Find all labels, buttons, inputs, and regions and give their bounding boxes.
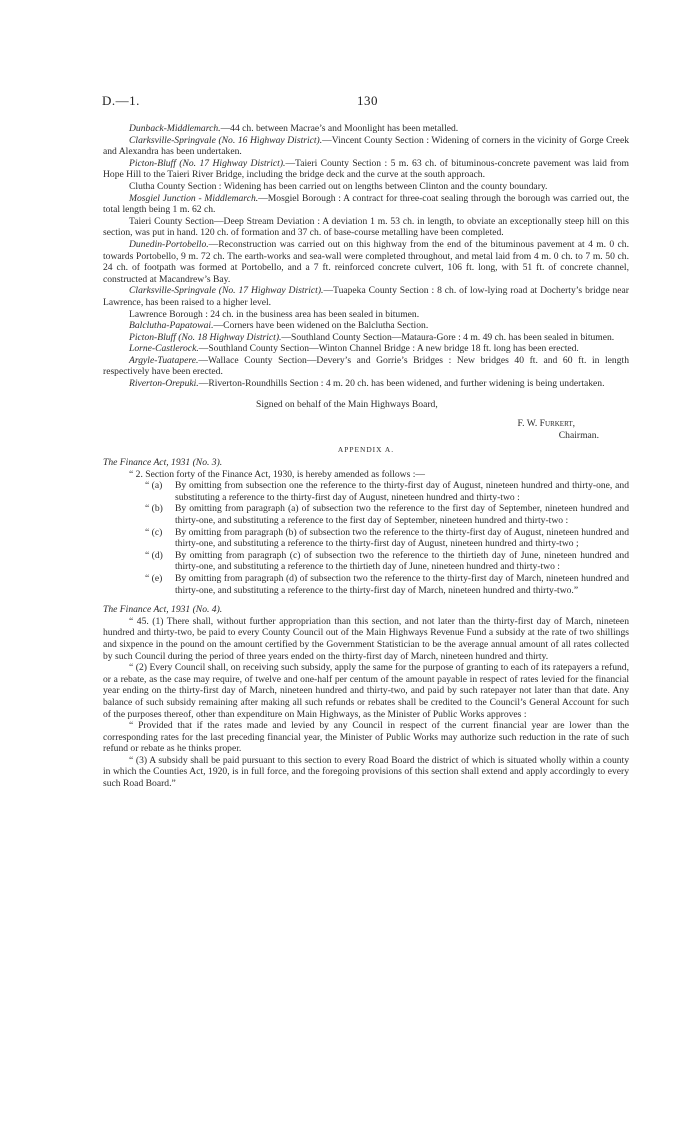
paragraph-label: “ (a) bbox=[145, 480, 163, 492]
road-entry bbox=[103, 355, 629, 378]
road-entry bbox=[103, 239, 629, 285]
signature-line: Signed on behalf of the Main Highways Board, bbox=[256, 398, 438, 410]
road-text: —Wallace County Section—Devery’s and Gorrie’s Bridges : New bridges 40 ft. and 60 ft. in length respectively have been erected. bbox=[103, 354, 629, 378]
road-name: Balclutha-Papatowai. bbox=[129, 320, 214, 332]
road-entry bbox=[103, 320, 629, 332]
road-entry bbox=[103, 216, 629, 239]
paragraph-label: “ (c) bbox=[145, 526, 163, 538]
road-name: Dunback-Middlemarch. bbox=[129, 123, 221, 134]
road-entry bbox=[103, 135, 629, 158]
road-text: —Corners have been widened on the Balclutha Section. bbox=[213, 320, 429, 332]
amendment-paragraph bbox=[103, 573, 629, 596]
signatory-title: Chairman. bbox=[558, 429, 599, 441]
road-name: Riverton-Orepuki. bbox=[129, 378, 199, 390]
signatory-name: F. W. Furkert, bbox=[517, 418, 575, 430]
amendment-paragraph bbox=[103, 550, 629, 573]
section-paragraph: “ Provided that if the rates made and levied by any Council in respect of the current financial year are lower than the corresponding rates for the last preceding financial year, the Minister of Public Works may authorize such reduction in the rate of such refund or rebate as he thinks proper. bbox=[103, 720, 629, 755]
road-text: —Southland County Section—Mataura-Gore : 4 m. 49 ch. has been sealed in bitumen. bbox=[281, 331, 615, 343]
section-paragraph: “ (2) Every Council shall, on receiving such subsidy, apply the same for the purpose of granting to each of its ratepayers a refund, or a rebate, as the case may require, of twelve and one-half per centum of the amount payable in respect of rates levied for the financial year ending on the thirty-first day of March, nineteen hundred and thirty-two, and paid by such ratepayer not later than that date. Any balance of such subsidy remaining after making all such refunds or rebates shall be credited to the Council’s General Account for such of the purposes thereof, other than expenditure on Main Highways, as the Minister of Public Works approves : bbox=[103, 662, 629, 720]
paragraph-text: By omitting from paragraph (c) of subsection two the reference to the thirtieth day of June, nineteen hundred and thirty-one, and substituting a reference to the thirtieth day of June, nineteen hundred and thirty-two : bbox=[175, 549, 629, 573]
paragraph-text: By omitting from subsection one the reference to the thirty-first day of August, nineteen hundred and thirty-one, and substituting a reference to the thirty-first day of August, nineteen hundred and thirty-two : bbox=[175, 480, 629, 503]
section-paragraph: “ (3) A subsidy shall be paid pursuant to this section to every Road Board the district of which is situated wholly within a county in which the Counties Act, 1920, is in full force, and the foregoing provisions of this section shall extend and apply accordingly to every such Road Board.” bbox=[103, 754, 629, 790]
road-entry bbox=[103, 158, 629, 181]
road-name: Dunedin-Portobello. bbox=[129, 238, 209, 250]
road-entry bbox=[103, 343, 629, 355]
act-title: The Finance Act, 1931 (No. 4). bbox=[103, 604, 223, 616]
road-name: Argyle-Tuatapere. bbox=[129, 354, 199, 366]
road-text: —44 ch. between Macrae’s and Moonlight has been metalled. bbox=[220, 123, 459, 134]
appendix-heading: APPENDIX A. bbox=[337, 445, 395, 455]
paragraph-label: “ (e) bbox=[145, 572, 163, 584]
paragraph-label: “ (b) bbox=[145, 503, 163, 515]
road-text: —Southland County Section—Winton Channel Bridge : A new bridge 18 ft. long has been erected. bbox=[198, 343, 579, 355]
finance-act-no3 bbox=[103, 457, 629, 596]
road-name: Picton-Bluff (No. 18 Highway District). bbox=[129, 331, 282, 343]
act-title: The Finance Act, 1931 (No. 3). bbox=[103, 457, 223, 469]
paragraph-text: By omitting from paragraph (a) of subsection two the reference to the first day of September, nineteen hundred and thirty-one, and substituting a reference to the first day of September, nineteen hundred and thirty-two : bbox=[175, 503, 629, 526]
road-text: Clutha County Section : Widening has been carried out on lengths between Clinton and the county boundary. bbox=[129, 180, 548, 192]
road-entry bbox=[103, 285, 629, 308]
paragraph-label: “ (d) bbox=[145, 549, 163, 561]
road-entry bbox=[103, 332, 629, 344]
road-entry bbox=[103, 378, 629, 390]
road-name: Clarksville-Springvale (No. 17 Highway District). bbox=[129, 285, 324, 297]
road-name: Lorne-Castlerock. bbox=[129, 343, 199, 355]
road-entry bbox=[103, 193, 629, 216]
road-text: —Mosgiel Borough : A contract for three-coat sealing through the borough was carried out, the total length being 1 m. 62 ch. bbox=[103, 192, 629, 216]
road-text: Taieri County Section—Deep Stream Deviation : A deviation 1 m. 53 ch. in length, to obviate an exceptionally steep hill on this section, was put in hand. 120 ch. of formation and 37 ch. of base-course metalling have been completed. bbox=[103, 215, 629, 239]
road-text: —Taieri County Section : 5 m. 63 ch. of bituminous-concrete pavement was laid from Hope Hill to the Taieri River Bridge, including the bridge deck and the curve at the south approach. bbox=[103, 157, 629, 181]
act-intro: “ 2. Section forty of the Finance Act, 1930, is hereby amended as follows :— bbox=[129, 468, 426, 480]
amendment-paragraph bbox=[103, 527, 629, 550]
road-name: Mosgiel Junction - Middlemarch. bbox=[129, 192, 259, 204]
page-body bbox=[103, 123, 629, 790]
amendment-paragraph bbox=[103, 480, 629, 503]
road-text: —Reconstruction was carried out on this highway from the end of the bituminous pavement at 4 m. 0 ch. towards Portobello, 9 m. 72 ch. The earth-works and sea-wall were completed throughout, and metal laid from 4 m. 0 ch. to 7 m. 50 ch. 24 ch. of footpath was formed at Portobello, and a 7 ft. reinforced concrete culvert, 106 ft. long, with 51 ft. of concrete channel, constructed at Macandrew’s Bay. bbox=[103, 238, 629, 285]
road-entry bbox=[103, 181, 629, 193]
page-number: 130 bbox=[357, 93, 378, 108]
road-text: —Vincent County Section : Widening of corners in the vicinity of Gorge Creek and Alexandra has been undertaken. bbox=[103, 134, 629, 158]
road-name: Picton-Bluff (No. 17 Highway District). bbox=[129, 157, 286, 169]
report-code: D.—1. bbox=[102, 93, 140, 108]
amendment-paragraph bbox=[103, 503, 629, 526]
road-text: Lawrence Borough : 24 ch. in the business area has been sealed in bitumen. bbox=[129, 308, 420, 320]
road-text: —Tuapeka County Section : 8 ch. of low-lying road at Docherty’s bridge near Lawrence, has been raised to a higher level. bbox=[103, 285, 630, 308]
highway-works-list bbox=[103, 123, 629, 390]
finance-act-no4 bbox=[103, 604, 629, 790]
road-entry bbox=[103, 123, 629, 135]
road-text: —Riverton-Roundhills Section : 4 m. 20 ch. has been widened, and further widening is being undertaken. bbox=[198, 378, 605, 390]
paragraph-text: By omitting from paragraph (d) of subsection two the reference to the thirty-first day of March, nineteen hundred and thirty-one, and substituting a reference to the thirty-first day of March, nineteen hundred and thirty-two.” bbox=[175, 572, 629, 596]
paragraph-text: By omitting from paragraph (b) of subsection two the reference to the thirty-first day of August, nineteen hundred and thirty-one, and substituting a reference to the thirty-first day of August, nineteen hundred and thirty-two ; bbox=[175, 526, 629, 550]
road-name: Clarksville-Springvale (No. 16 Highway District). bbox=[129, 134, 323, 146]
section-paragraph: “ 45. (1) There shall, without further appropriation than this section, and not later than the thirty-first day of March, nineteen hundred and thirty-two, be paid to every County Council out of the Main Highways Revenue Fund a subsidy at the rate of two shillings and sixpence in the pound on the amount certified by the Government Statistician to be the average annual amount of all rates collected by such Council during the period of three years ended on the thirty-first day of March, nineteen hundred and thirty. bbox=[103, 615, 629, 662]
road-entry bbox=[103, 309, 629, 321]
